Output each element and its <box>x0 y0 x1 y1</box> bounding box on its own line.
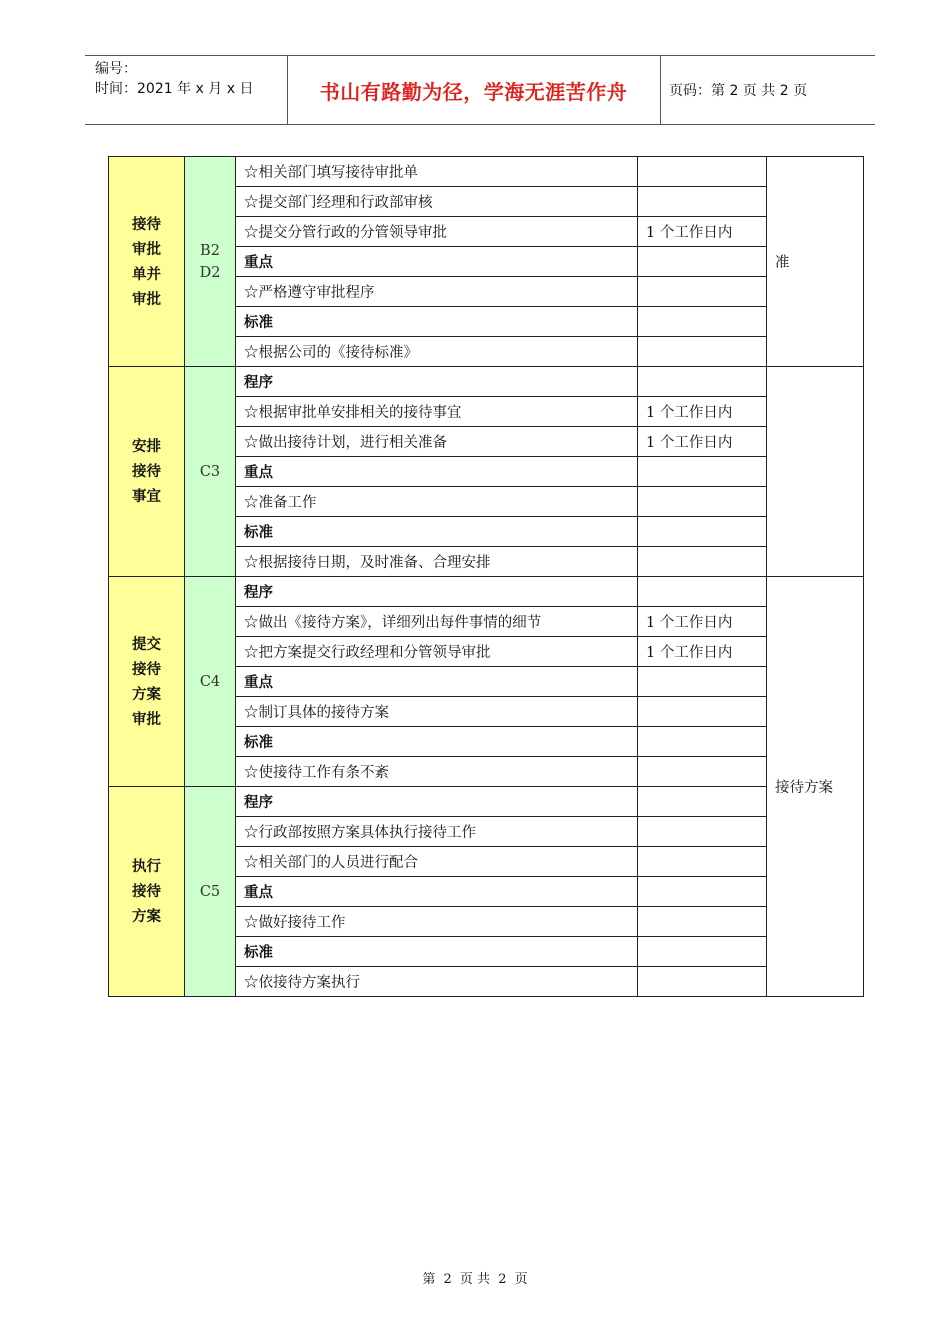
footer-current-page: 2 <box>443 1272 452 1287</box>
section-label: 程序 <box>236 577 638 607</box>
time-limit: 1 个工作日内 <box>638 637 767 667</box>
stage-name: 执行 接待 方案 <box>109 787 185 997</box>
step-text: ☆把方案提交行政经理和分管领导审批 <box>236 637 638 667</box>
time-limit <box>638 727 767 757</box>
step-text: ☆根据接待日期，及时准备、合理安排 <box>236 547 638 577</box>
table-row <box>109 157 864 187</box>
time-limit <box>638 337 767 367</box>
time-limit: 1 个工作日内 <box>638 427 767 457</box>
step-text: ☆做出《接待方案》，详细列出每件事情的细节 <box>236 607 638 637</box>
document-number: 编号： <box>95 61 137 77</box>
header-divider <box>660 56 661 124</box>
stage-name: 提交 接待 方案 审批 <box>109 577 185 787</box>
time-limit <box>638 937 767 967</box>
time-limit <box>638 247 767 277</box>
stage-name: 安排 接待 事宜 <box>109 367 185 577</box>
section-label: 标准 <box>236 727 638 757</box>
document-date: 时间：2021 年 x 月 x 日 <box>95 81 254 97</box>
step-text: ☆根据审批单安排相关的接待事宜 <box>236 397 638 427</box>
time-limit <box>638 547 767 577</box>
time-limit <box>638 847 767 877</box>
section-label: 重点 <box>236 247 638 277</box>
step-text: ☆做出接待计划，进行相关准备 <box>236 427 638 457</box>
time-limit <box>638 187 767 217</box>
stage-name: 接待 审批 单并 审批 <box>109 157 185 367</box>
section-label: 重点 <box>236 667 638 697</box>
stage-code: C5 <box>185 787 236 997</box>
table-row <box>109 367 864 397</box>
section-label: 程序 <box>236 367 638 397</box>
process-table <box>108 156 864 997</box>
header-motto: 书山有路勤为径，学海无涯苦作舟 <box>319 79 628 104</box>
time-limit: 1 个工作日内 <box>638 397 767 427</box>
section-label: 标准 <box>236 937 638 967</box>
output-document: 接待方案 <box>767 577 864 997</box>
step-text: ☆准备工作 <box>236 487 638 517</box>
time-limit <box>638 667 767 697</box>
page-header <box>85 55 875 125</box>
time-limit <box>638 517 767 547</box>
section-label: 重点 <box>236 877 638 907</box>
time-limit <box>638 817 767 847</box>
footer-total-pages: 2 <box>498 1272 507 1287</box>
time-limit <box>638 787 767 817</box>
section-label: 标准 <box>236 517 638 547</box>
step-text: ☆相关部门填写接待审批单 <box>236 157 638 187</box>
step-text: ☆做好接待工作 <box>236 907 638 937</box>
page-footer: 第 2 页 共 2 页 <box>422 1272 528 1287</box>
time-limit <box>638 877 767 907</box>
step-text: ☆严格遵守审批程序 <box>236 277 638 307</box>
step-text: ☆提交部门经理和行政部审核 <box>236 187 638 217</box>
header-page-number: 页码：第 2 页 共 2 页 <box>669 83 808 99</box>
time-limit <box>638 307 767 337</box>
time-limit <box>638 757 767 787</box>
output-document <box>767 367 864 577</box>
step-text: ☆相关部门的人员进行配合 <box>236 847 638 877</box>
table-row <box>109 787 864 817</box>
section-label: 标准 <box>236 307 638 337</box>
step-text: ☆提交分管行政的分管领导审批 <box>236 217 638 247</box>
time-limit: 1 个工作日内 <box>638 217 767 247</box>
header-meta <box>95 59 253 99</box>
time-limit <box>638 697 767 727</box>
step-text: ☆根据公司的《接待标准》 <box>236 337 638 367</box>
step-text: ☆使接待工作有条不紊 <box>236 757 638 787</box>
time-limit <box>638 367 767 397</box>
time-limit <box>638 907 767 937</box>
time-limit <box>638 157 767 187</box>
output-document: 准 <box>767 157 864 367</box>
time-limit: 1 个工作日内 <box>638 607 767 637</box>
table-row <box>109 577 864 607</box>
stage-code: C4 <box>185 577 236 787</box>
time-limit <box>638 487 767 517</box>
time-limit <box>638 277 767 307</box>
step-text: ☆行政部按照方案具体执行接待工作 <box>236 817 638 847</box>
step-text: ☆依接待方案执行 <box>236 967 638 997</box>
time-limit <box>638 967 767 997</box>
stage-code: C3 <box>185 367 236 577</box>
time-limit <box>638 457 767 487</box>
time-limit <box>638 577 767 607</box>
section-label: 重点 <box>236 457 638 487</box>
step-text: ☆制订具体的接待方案 <box>236 697 638 727</box>
section-label: 程序 <box>236 787 638 817</box>
stage-code: B2 D2 <box>185 157 236 367</box>
